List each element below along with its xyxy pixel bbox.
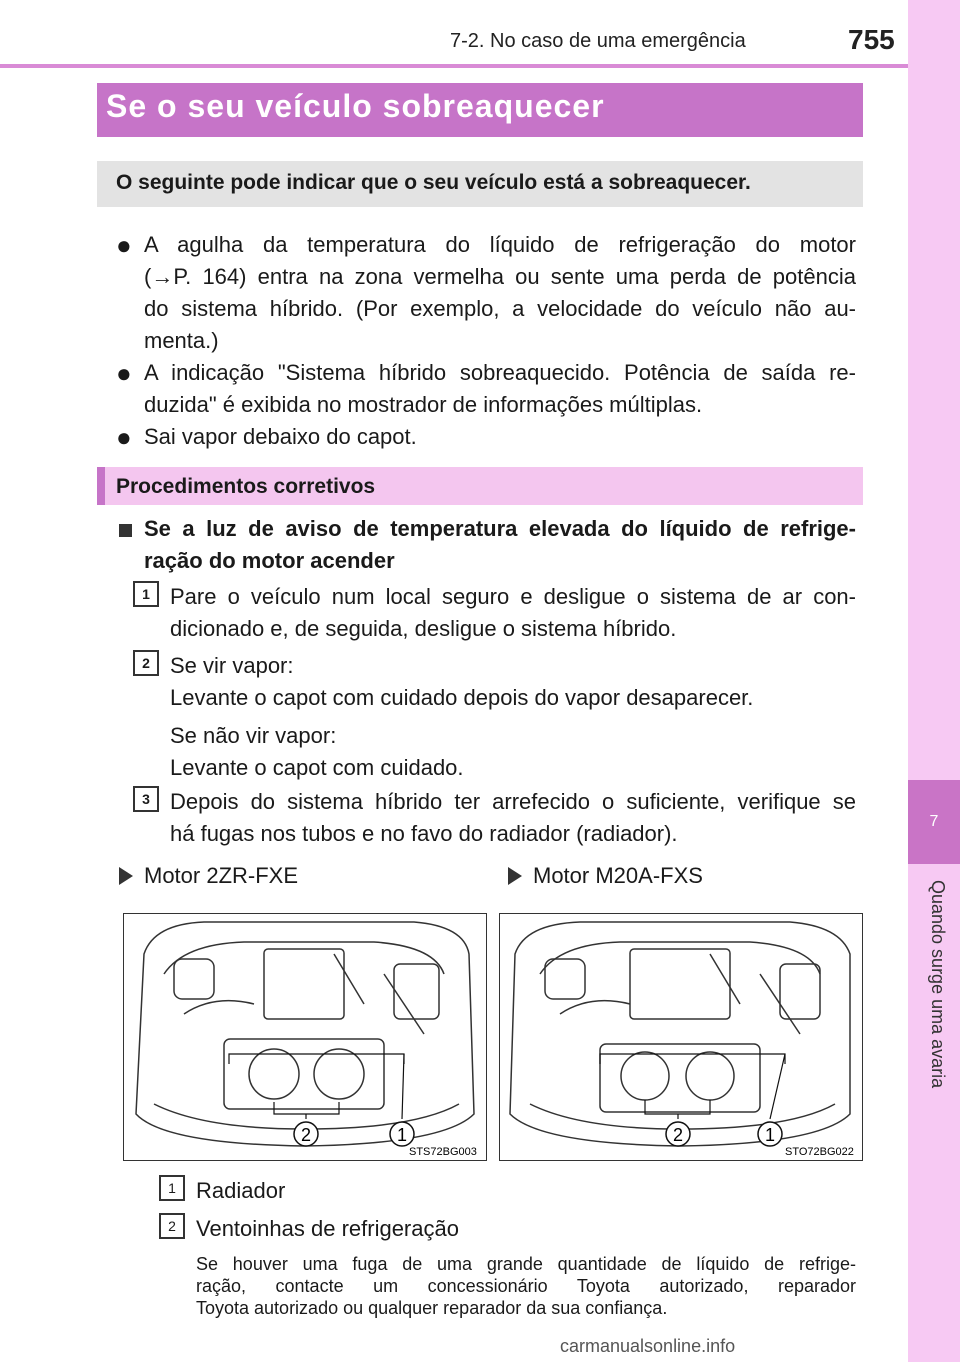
bullet-icon: ● <box>116 230 132 260</box>
chapter-number: 7 <box>908 780 960 864</box>
bullet-item: A indicação "Sistema híbrido sobreaquecido. Potência de saída re- duzida" é exibida no mostrador de informações múltiplas. <box>144 360 856 417</box>
procedures-heading: Procedimentos corretivos <box>116 475 376 498</box>
triangle-bullet-icon <box>508 867 522 885</box>
step-number-badge: 3 <box>133 786 159 812</box>
bullet-item: A agulha da temperatura do líquido de refrigeração do motor (→P. 164) entra na zona vermelha ou sente uma perda de potência do sistema híbrido. (Por exemplo, a velocidade do veículo não au- menta.) <box>144 232 856 353</box>
engine-bay-illustration <box>500 914 862 1160</box>
square-bullet-icon <box>119 524 132 537</box>
callout-2 <box>294 1122 318 1146</box>
figure-caption: Motor 2ZR-FXE <box>144 863 299 888</box>
step-number-badge: 2 <box>133 650 159 676</box>
engine-figure-2zr <box>123 913 487 1161</box>
bullet-icon: ● <box>116 358 132 388</box>
intro-text: O seguinte pode indicar que o seu veículo está a sobreaquecer. <box>116 171 751 194</box>
legend-number-badge: 1 <box>159 1175 185 1201</box>
callout-2 <box>666 1122 690 1146</box>
legend-number-badge: 2 <box>159 1213 185 1239</box>
engine-bay-illustration <box>124 914 486 1160</box>
step-text: Se vir vapor: Levante o capot com cuidado depois do vapor desaparecer. Se não vir vapor: Levante o capot com cuidado. <box>170 653 754 780</box>
engine-figure-m20a <box>499 913 863 1161</box>
legend-label: Ventoinhas de refrigeração <box>196 1216 459 1241</box>
step-text: Pare o veículo num local seguro e desligue o sistema de ar con- dicionado e, de seguida, desligue o sistema híbrido. <box>170 584 856 641</box>
side-tab <box>908 0 960 1362</box>
svg-text:2: 2 <box>300 1125 312 1145</box>
header-divider <box>0 64 908 68</box>
triangle-bullet-icon <box>119 867 133 885</box>
page-number: 755 <box>848 24 895 55</box>
callout-1 <box>390 1122 414 1146</box>
bullet-icon: ● <box>116 422 132 452</box>
step-text: Depois do sistema híbrido ter arrefecido o suficiente, verifique se há fugas nos tubos e no favo do radiador (radiador). <box>170 789 856 846</box>
figure-caption: Motor M20A-FXS <box>533 863 703 888</box>
footnote: Se houver uma fuga de uma grande quantidade de líquido de refrige- ração, contacte um concessionário Toyota autorizado, reparador Toyota autorizado ou qualquer reparador da sua confiança. <box>196 1254 856 1318</box>
svg-text:1: 1 <box>396 1125 408 1145</box>
figure-code: STO72BG022 <box>785 1146 854 1158</box>
step-number-badge: 1 <box>133 581 159 607</box>
legend-label: Radiador <box>196 1178 286 1203</box>
section-title: 7-2. No caso de uma emergência <box>450 30 746 52</box>
page-title: Se o seu veículo sobreaquecer <box>106 88 605 124</box>
chapter-title: Quando surge uma avaria <box>928 880 948 1089</box>
callout-1 <box>758 1122 782 1146</box>
watermark: carmanualsonline.info <box>560 1336 736 1356</box>
svg-text:2: 2 <box>672 1125 684 1145</box>
svg-text:1: 1 <box>764 1125 776 1145</box>
bullet-item: Sai vapor debaixo do capot. <box>144 424 417 449</box>
figure-code: STS72BG003 <box>409 1146 477 1158</box>
procedure-subheading: Se a luz de aviso de temperatura elevada do líquido de refrige- ração do motor acender <box>144 516 856 573</box>
